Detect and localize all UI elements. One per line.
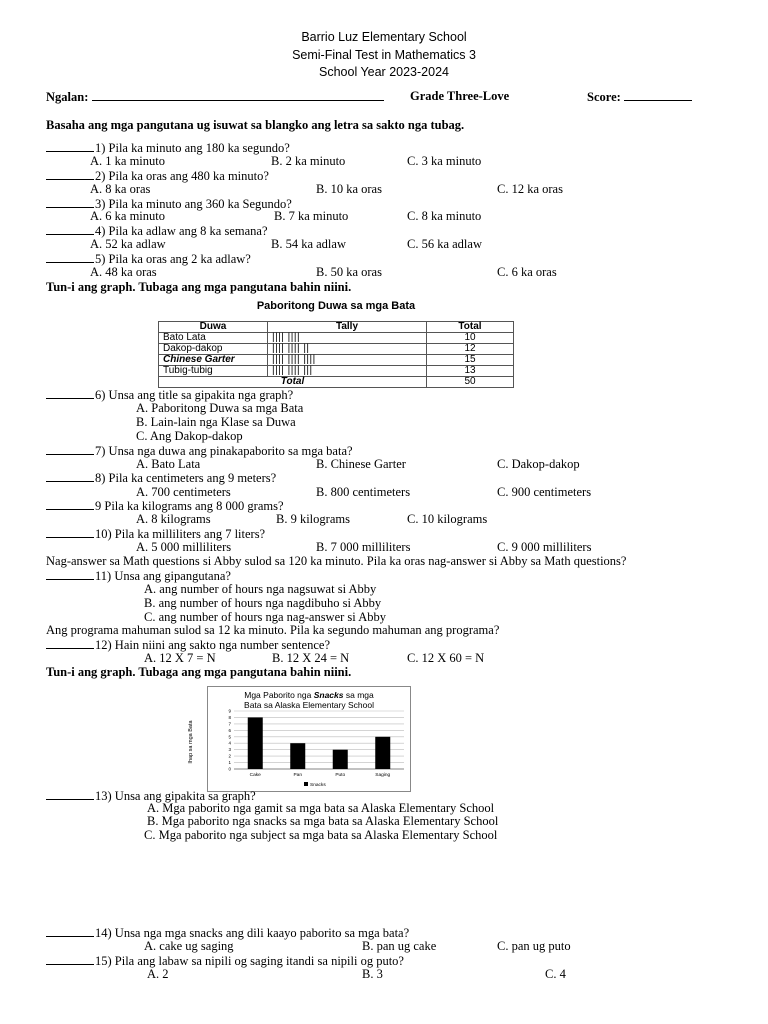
choice: A. 48 ka oras [90, 265, 157, 279]
choice: A. Paboritong Duwa sa mga Bata [136, 401, 304, 415]
question-1: 1) Pila ka minuto ang 180 ka segundo? [46, 140, 290, 156]
question-9: 9 Pila ka kilograms ang 8 000 grams? [46, 498, 284, 514]
choice: B. Chinese Garter [316, 457, 406, 471]
bar [248, 717, 263, 769]
question-11: 11) Unsa ang gipangutana? [46, 568, 231, 584]
y-tick-label: 0 [228, 766, 231, 772]
score-label: Score: [587, 90, 621, 104]
choice: C. 3 ka minuto [407, 154, 482, 168]
table-row: Chinese Garter |||| |||| |||| 15 [159, 355, 514, 366]
table-header: Total [427, 322, 514, 333]
choice: B. 9 kilograms [276, 512, 350, 526]
score-field[interactable] [587, 89, 692, 105]
chart-title: Mga Paborito nga Snacks sa mga Bata sa Alaska Elementary School [244, 690, 374, 710]
name-line[interactable] [92, 89, 384, 101]
question-2: 2) Pila ka oras ang 480 ka minuto? [46, 168, 269, 184]
y-tick-label: 5 [228, 734, 231, 740]
score-line[interactable] [624, 89, 692, 101]
y-axis-label: Ihap sa mga Bata [188, 720, 194, 764]
choice: C. 6 ka oras [497, 265, 557, 279]
choice: C. 9 000 milliliters [497, 540, 592, 554]
answer-blank[interactable] [46, 196, 94, 208]
answer-blank[interactable] [46, 140, 94, 152]
bar [375, 737, 390, 769]
table-header: Tally [268, 322, 427, 333]
question-5: 5) Pila ka oras ang 2 ka adlaw? [46, 251, 251, 267]
answer-blank[interactable] [46, 637, 94, 649]
legend-swatch [304, 782, 308, 786]
question-13: 13) Unsa ang gipakita sa graph? [46, 788, 256, 804]
choice: B. 50 ka oras [316, 265, 382, 279]
legend-label: Snacks [310, 783, 326, 788]
choice: A. Mga paborito nga gamit sa mga bata sa Alaska Elementary School [147, 801, 495, 815]
answer-blank[interactable] [46, 223, 94, 235]
choice: C. Mga paborito nga subject sa mga bata sa Alaska Elementary School [144, 828, 498, 842]
answer-blank[interactable] [46, 788, 94, 800]
choice: B. 54 ka adlaw [271, 237, 346, 251]
story-problem-2: Ang programa mahuman sulod sa 12 ka minuto. Pila ka segundo mahuman ang programa? [46, 623, 500, 637]
question-10: 10) Pila ka milliliters ang 7 liters? [46, 526, 265, 542]
instruction-2: Tun-i ang graph. Tubaga ang mga pangutana bahin niini. [46, 280, 352, 294]
table-row: Tubig-tubig |||| |||| ||| 13 [159, 366, 514, 377]
choice: B. 3 [362, 967, 383, 981]
choice: B. 800 centimeters [316, 485, 411, 499]
y-tick-label: 1 [228, 760, 231, 766]
table-row: Dakop-dakop |||| |||| || 12 [159, 344, 514, 355]
choice: C. 8 ka minuto [407, 209, 482, 223]
choice: B. 12 X 24 = N [272, 651, 350, 665]
question-3: 3) Pila ka minuto ang 360 ka Segundo? [46, 196, 292, 212]
table-total-row: Total 50 [159, 377, 514, 388]
choice: B. 10 ka oras [316, 182, 382, 196]
question-12: 12) Hain niini ang sakto nga number sentence? [46, 637, 330, 653]
answer-blank[interactable] [46, 498, 94, 510]
choice: A. 5 000 milliliters [136, 540, 232, 554]
story-problem-1: Nag-answer sa Math questions si Abby sulod sa 120 ka minuto. Pila ka oras nag-answer si Abby sa Math questions? [46, 554, 627, 568]
choice: C. Ang Dakop-dakop [136, 429, 243, 443]
instruction-1: Basaha ang mga pangutana ug isuwat sa blangko ang letra sa sakto nga tubag. [46, 118, 465, 132]
choice: C. 10 kilograms [407, 512, 488, 526]
choice: A. 8 kilograms [136, 512, 211, 526]
snacks-bar-chart [188, 686, 411, 792]
y-tick-label: 9 [228, 708, 231, 714]
choice: C. 4 [545, 967, 566, 981]
choice: B. 7 000 milliliters [316, 540, 411, 554]
y-tick-label: 2 [228, 753, 231, 759]
choice: A. 6 ka minuto [90, 209, 165, 223]
question-7: 7) Unsa nga duwa ang pinakapaborito sa mga bata? [46, 443, 353, 459]
answer-blank[interactable] [46, 953, 94, 965]
choice: A. 1 ka minuto [90, 154, 165, 168]
choice: C. 56 ka adlaw [407, 237, 482, 251]
answer-blank[interactable] [46, 470, 94, 482]
question-14: 14) Unsa nga mga snacks ang dili kaayo paborito sa mga bata? [46, 925, 409, 941]
choice: C. 900 centimeters [497, 485, 592, 499]
answer-blank[interactable] [46, 925, 94, 937]
choice: B. ang number of hours nga nagdibuho si Abby [144, 596, 382, 610]
choice: B. 7 ka minuto [274, 209, 349, 223]
y-tick-label: 6 [228, 727, 231, 733]
choice: B. Lain-lain nga Klase sa Duwa [136, 415, 296, 429]
y-tick-label: 3 [228, 747, 231, 753]
choice: B. Mga paborito nga snacks sa mga bata sa Alaska Elementary School [147, 814, 499, 828]
answer-blank[interactable] [46, 568, 94, 580]
choice: A. Bato Lata [136, 457, 201, 471]
x-tick-label: Puto [335, 773, 346, 778]
choice: C. ang number of hours nga nag-answer si Abby [144, 610, 386, 624]
table-row: Bato Lata |||| |||| 10 [159, 333, 514, 344]
choice: A. cake ug saging [144, 939, 234, 953]
choice: A. ang number of hours nga nagsuwat si Abby [144, 582, 377, 596]
bar [290, 743, 305, 769]
x-tick-label: Cake [249, 773, 261, 778]
name-field[interactable] [46, 89, 384, 105]
question-6: 6) Unsa ang title sa gipakita nga graph? [46, 387, 293, 403]
x-tick-label: Saging [375, 773, 391, 778]
choice: A. 12 X 7 = N [144, 651, 216, 665]
table-header: Duwa [159, 322, 268, 333]
grade-label: Grade Three-Love [410, 89, 510, 103]
choice: A. 8 ka oras [90, 182, 151, 196]
bar [333, 750, 348, 769]
answer-blank[interactable] [46, 251, 94, 263]
y-tick-label: 8 [228, 714, 231, 720]
choice: B. pan ug cake [362, 939, 437, 953]
choice: C. 12 X 60 = N [407, 651, 485, 665]
choice: C. pan ug puto [497, 939, 571, 953]
answer-blank[interactable] [46, 443, 94, 455]
test-title: Semi-Final Test in Mathematics 3 [292, 48, 476, 62]
question-8: 8) Pila ka centimeters ang 9 meters? [46, 470, 276, 486]
choice: A. 2 [147, 967, 169, 981]
y-tick-label: 4 [228, 740, 231, 746]
answer-blank[interactable] [46, 526, 94, 538]
choice: B. 2 ka minuto [271, 154, 346, 168]
choice: A. 52 ka adlaw [90, 237, 166, 251]
x-tick-label: Pan [293, 773, 303, 778]
tally-table [158, 321, 514, 388]
choice: A. 700 centimeters [136, 485, 231, 499]
question-4: 4) Pila ka adlaw ang 8 ka semana? [46, 223, 268, 239]
question-15: 15) Pila ang labaw sa nipili og saging itandi sa nipili og puto? [46, 953, 404, 969]
school-name: Barrio Luz Elementary School [301, 30, 467, 44]
tally-table-title: Paboritong Duwa sa mga Bata [256, 300, 416, 312]
y-tick-label: 7 [228, 721, 231, 727]
answer-blank[interactable] [46, 168, 94, 180]
school-year: School Year 2023-2024 [319, 65, 449, 79]
name-label: Ngalan: [46, 90, 89, 104]
chart-plot [188, 687, 410, 791]
instruction-3: Tun-i ang graph. Tubaga ang mga pangutana bahin niini. [46, 665, 352, 679]
choice: C. Dakop-dakop [497, 457, 580, 471]
answer-blank[interactable] [46, 387, 94, 399]
choice: C. 12 ka oras [497, 182, 563, 196]
